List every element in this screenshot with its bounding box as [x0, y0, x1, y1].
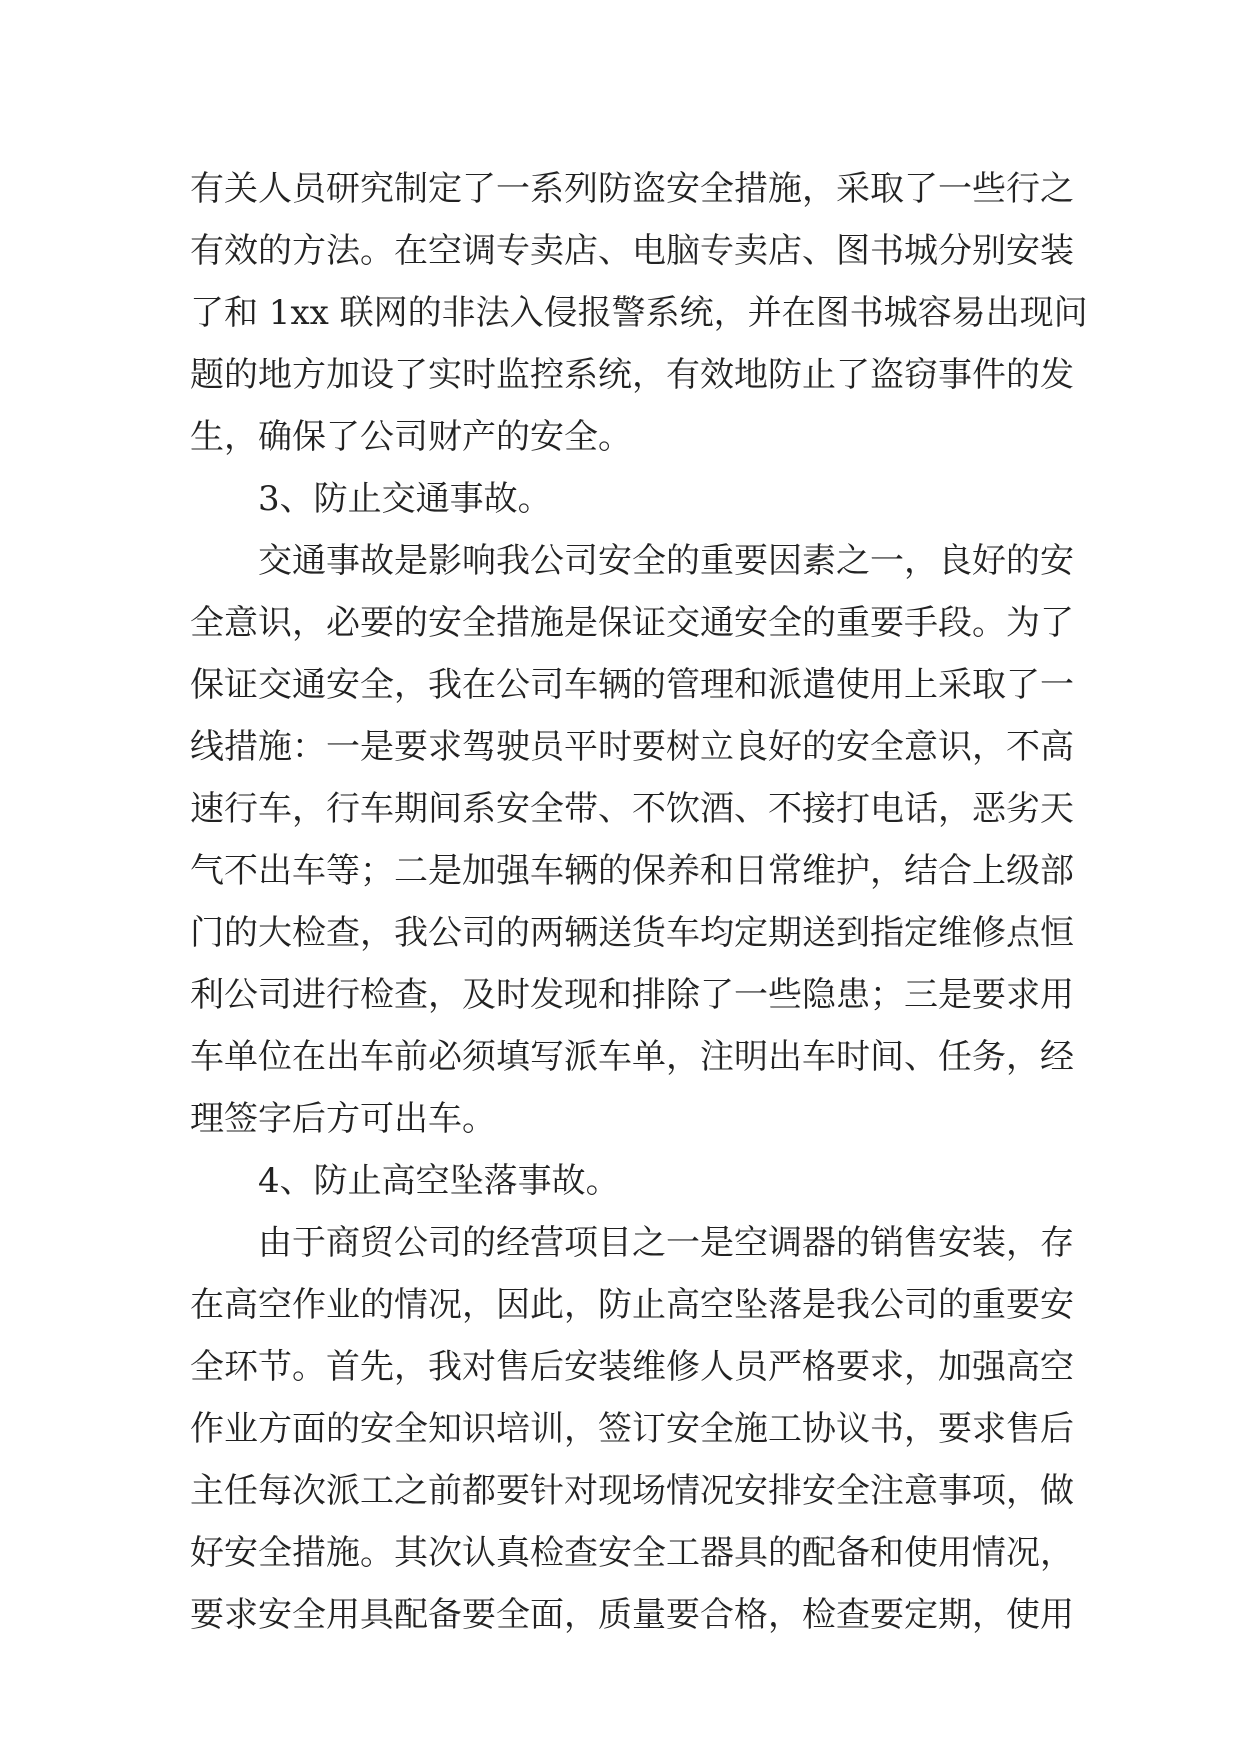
text-line: 气不出车等；二是加强车辆的保养和日常维护，结合上级部: [190, 851, 1074, 891]
text-line: 在高空作业的情况，因此，防止高空坠落是我公司的重要安: [190, 1285, 1074, 1325]
section-heading-4: 4、防止高空坠落事故。: [258, 1161, 620, 1201]
text-line: 保证交通安全，我在公司车辆的管理和派遣使用上采取了一: [190, 665, 1074, 705]
text-line: 全意识，必要的安全措施是保证交通安全的重要手段。为了: [190, 603, 1074, 643]
text-line: 主任每次派工之前都要针对现场情况安排安全注意事项，做: [190, 1471, 1074, 1511]
text-line: 理签字后方可出车。: [190, 1099, 496, 1139]
text-line: 速行车，行车期间系安全带、不饮酒、不接打电话，恶劣天: [190, 789, 1074, 829]
text-line: 全环节。首先，我对售后安装维修人员严格要求，加强高空: [190, 1347, 1074, 1387]
section-heading-3: 3、防止交通事故。: [258, 479, 552, 519]
text-line: 题的地方加设了实时监控系统，有效地防止了盗窃事件的发: [190, 355, 1074, 395]
text-line: 要求安全用具配备要全面，质量要合格，检查要定期，使用: [190, 1595, 1074, 1635]
text-line: 了和 1xx 联网的非法入侵报警系统，并在图书城容易出现问: [190, 293, 1088, 333]
text-line: 门的大检查，我公司的两辆送货车均定期送到指定维修点恒: [190, 913, 1074, 953]
text-line: 交通事故是影响我公司安全的重要因素之一，良好的安: [258, 541, 1074, 581]
text-line: 有关人员研究制定了一系列防盗安全措施，采取了一些行之: [190, 169, 1074, 209]
text-line: 有效的方法。在空调专卖店、电脑专卖店、图书城分别安装: [190, 231, 1074, 271]
document-body: [190, 158, 1088, 1646]
text-line: 好安全措施。其次认真检查安全工器具的配备和使用情况，: [190, 1533, 1074, 1573]
text-line: 利公司进行检查，及时发现和排除了一些隐患；三是要求用: [190, 975, 1074, 1015]
text-line: 由于商贸公司的经营项目之一是空调器的销售安装，存: [258, 1223, 1074, 1263]
text-line: 生，确保了公司财产的安全。: [190, 417, 632, 457]
text-line: 线措施：一是要求驾驶员平时要树立良好的安全意识，不高: [190, 727, 1074, 767]
text-line: 车单位在出车前必须填写派车单，注明出车时间、任务，经: [190, 1037, 1074, 1077]
text-line: 作业方面的安全知识培训，签订安全施工协议书，要求售后: [190, 1409, 1074, 1449]
